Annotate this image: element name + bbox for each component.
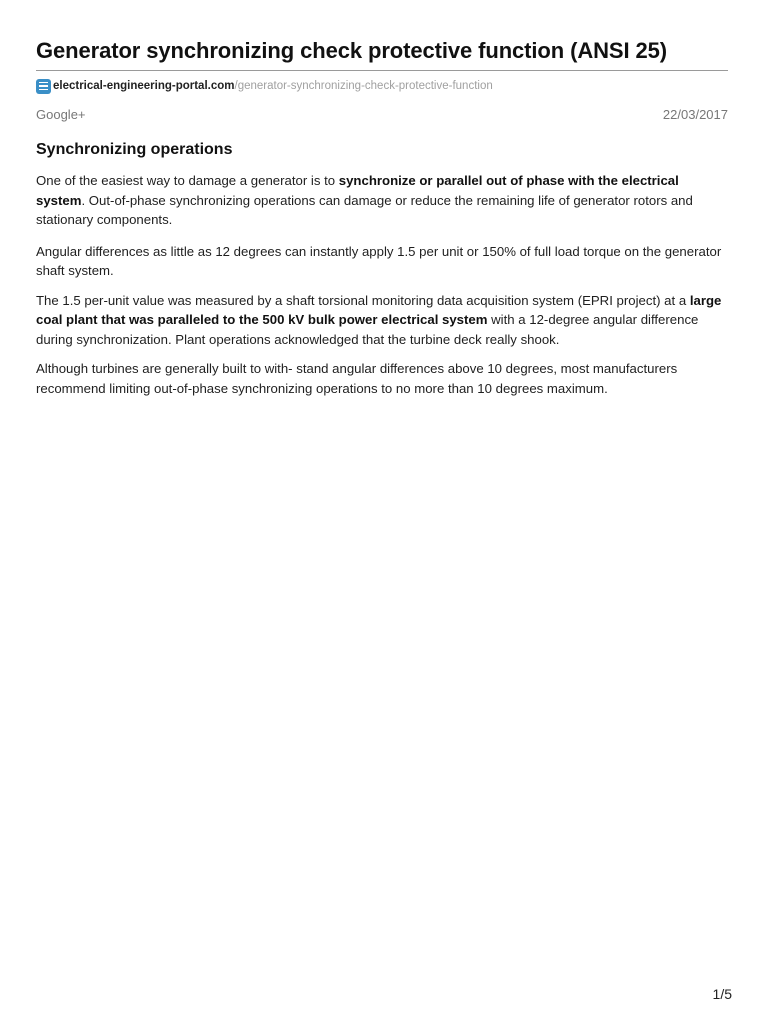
document-page [36,36,728,398]
section-title: Synchronizing operations [36,141,233,158]
paragraph-1 [36,171,728,230]
paragraph-4: Although turbines are generally built to with- stand angular differences above 10 degrees, most manufacturers recommend limiting out-of-phase synchronizing operations to no more than 10 degrees maximum. [36,361,678,396]
source-domain[interactable]: electrical-engineering-portal.com [53,80,235,92]
paragraph-2: Angular differences as little as 12 degrees can instantly apply 1.5 per unit or 150% of full load torque on the generator shaft system. [36,243,722,278]
page-title: Generator synchronizing check protective function (ANSI 25) [36,36,728,71]
meta-row [36,107,728,122]
page-number: 1/5 [712,986,732,1002]
paragraph-1-emphasis: synchronize or parallel out of phase with the electrical system [36,173,679,208]
paragraph-3-emphasis: large coal plant that was paralleled to the 500 kV bulk power electrical system [36,292,722,327]
paragraph-3-text-c: with a 12-degree angular difference during synchronization. Plant operations acknowledged that the turbine deck really shook. [36,312,699,347]
publish-date: 22/03/2017 [662,107,728,122]
paragraph-3 [36,291,728,350]
source-link[interactable] [36,77,728,95]
source-path[interactable]: /generator-synchronizing-check-protective-function [234,80,493,92]
author-label: Google+ [36,107,86,122]
paragraph-3-text-a: The 1.5 per-unit value was measured by a shaft torsional monitoring data acquisition system (EPRI project) at a [36,292,690,308]
document-list-icon [36,79,51,94]
paragraph-1-text-a: One of the easiest way to damage a generator is to [36,173,339,188]
paragraph-1-text-c: . Out-of-phase synchronizing operations can damage or reduce the remaining life of generator rotors and stationary components. [36,192,693,227]
